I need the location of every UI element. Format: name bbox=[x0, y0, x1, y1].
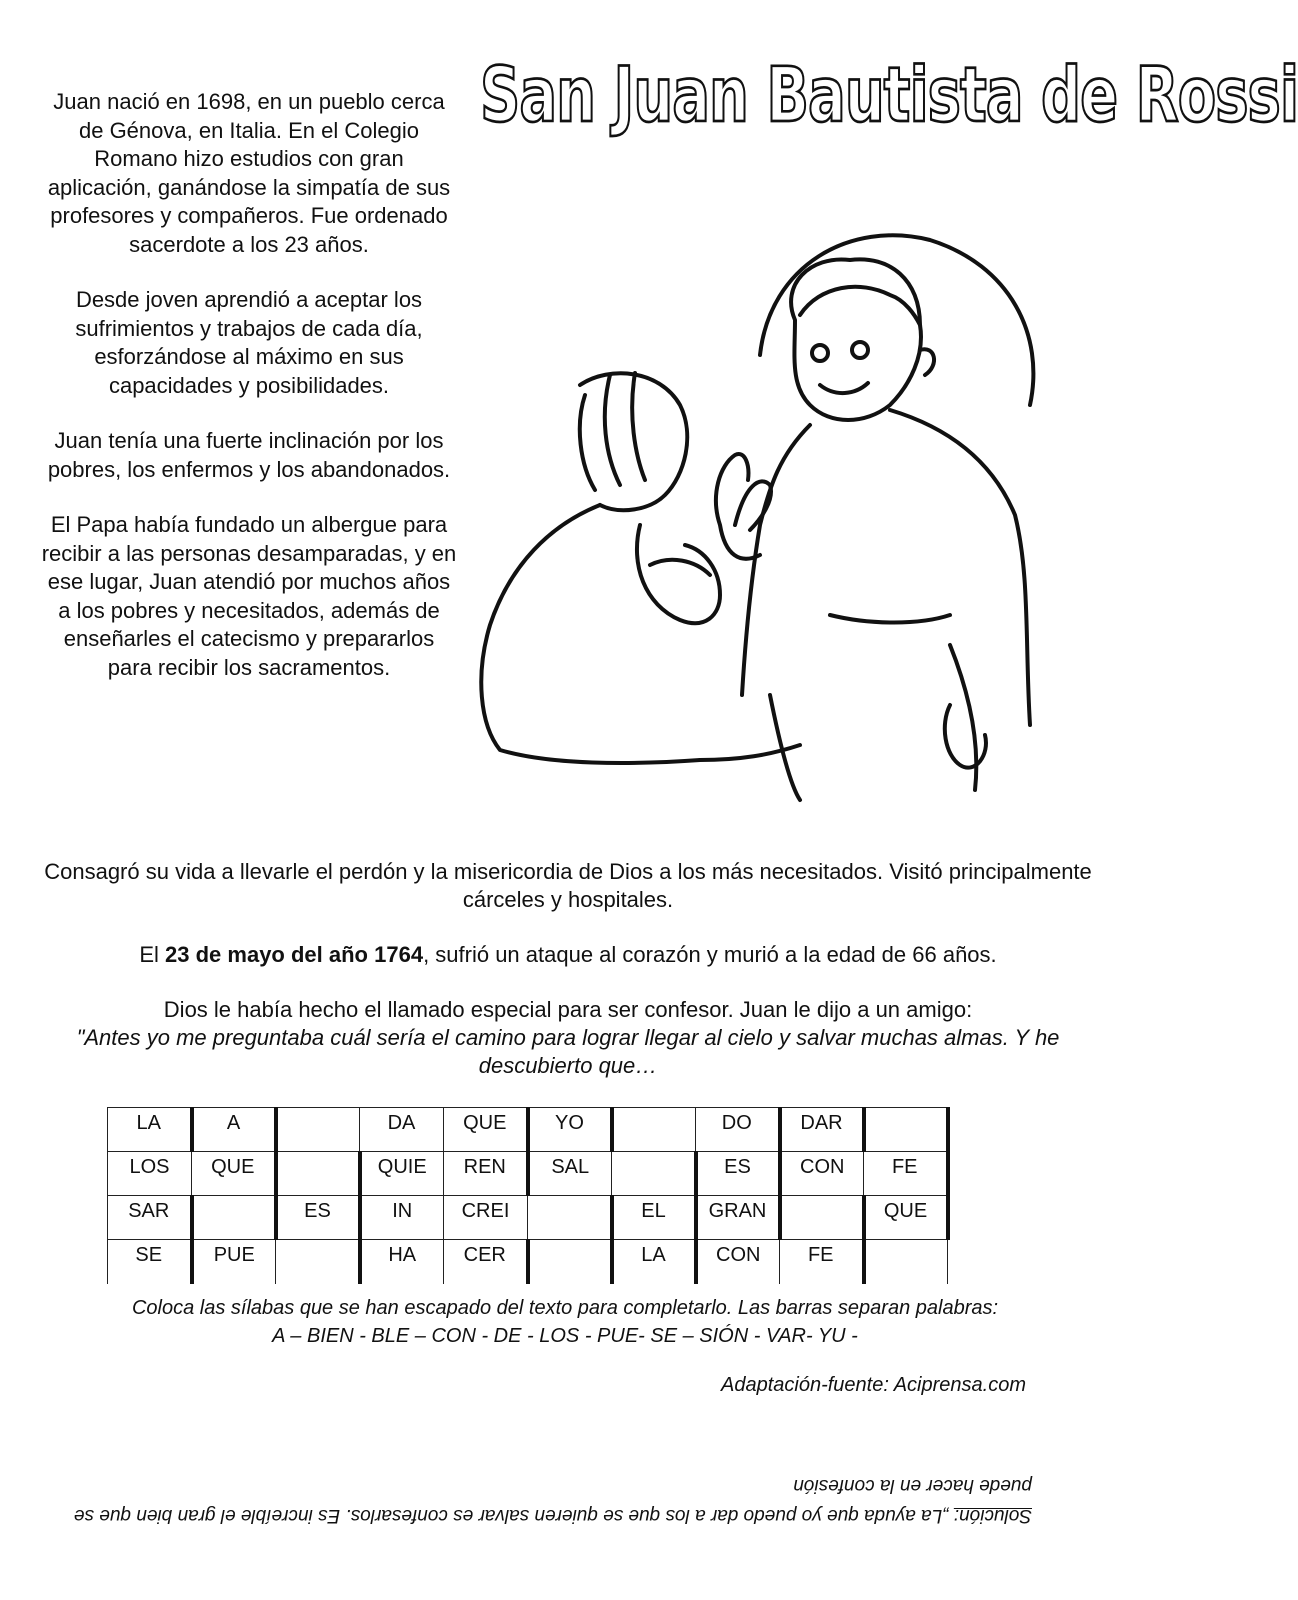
grid-cell[interactable] bbox=[528, 1196, 612, 1240]
solution-text: „La ayuda que yo puedo dar a los que se quieren salvar es confesarlos. Es increíble el gran bien que se puede hacer en la confesión bbox=[73, 1475, 1032, 1526]
syllable-list: A – BIEN - BLE – CON - DE - LOS - PUE- SE – SIÓN - VAR- YU - bbox=[272, 1325, 858, 1347]
grid-cell[interactable]: HA bbox=[360, 1240, 444, 1284]
grid-cell[interactable]: FE bbox=[780, 1240, 864, 1284]
grid-cell[interactable]: EL bbox=[612, 1196, 696, 1240]
grid-cell[interactable]: QUE bbox=[444, 1108, 528, 1152]
grid-cell[interactable]: QUE bbox=[864, 1196, 948, 1240]
grid-cell[interactable] bbox=[528, 1240, 612, 1284]
grid-cell[interactable]: DA bbox=[360, 1108, 444, 1152]
page-title: San Juan Bautista de Rossi bbox=[480, 52, 1298, 140]
grid-cell[interactable]: SAR bbox=[108, 1196, 192, 1240]
grid-cell[interactable]: QUIE bbox=[360, 1152, 444, 1196]
grid-cell[interactable]: CREI bbox=[444, 1196, 528, 1240]
grid-row bbox=[108, 1152, 948, 1196]
grid-cell[interactable]: REN bbox=[444, 1152, 528, 1196]
paragraph-poor: Juan tenía una fuerte inclinación por los pobres, los enfermos y los abandonados. bbox=[47, 428, 451, 482]
grid-row bbox=[108, 1196, 948, 1240]
main-text-block bbox=[40, 858, 1096, 1080]
death-text-post: , sufrió un ataque al corazón y murió a la edad de 66 años. bbox=[423, 942, 997, 967]
upside-down-solution bbox=[62, 1470, 1032, 1530]
grid-cell[interactable]: CER bbox=[444, 1240, 528, 1284]
saint-blessing-illustration bbox=[470, 225, 1070, 805]
instructions-text: Coloca las sílabas que se han escapado del texto para completarlo. Las barras separan palabras: bbox=[131, 1297, 999, 1319]
grid-cell[interactable]: YO bbox=[528, 1108, 612, 1152]
instructions bbox=[40, 1294, 1090, 1350]
grid-cell[interactable]: LOS bbox=[108, 1152, 192, 1196]
death-text-pre: El bbox=[139, 942, 166, 967]
paragraph-mission: Consagró su vida a llevarle el perdón y la misericordia de Dios a los más necesitados. Visitó principalmente cárceles y hospitales. bbox=[44, 859, 1092, 912]
grid-cell[interactable]: DAR bbox=[780, 1108, 864, 1152]
source-credit: Adaptación-fuente: Aciprensa.com bbox=[721, 1374, 1026, 1396]
grid-cell[interactable]: FE bbox=[864, 1152, 948, 1196]
grid-cell[interactable]: SE bbox=[108, 1240, 192, 1284]
grid-cell[interactable]: A bbox=[192, 1108, 276, 1152]
grid-cell[interactable]: IN bbox=[360, 1196, 444, 1240]
grid-cell[interactable] bbox=[276, 1240, 360, 1284]
paragraph-birth: Juan nació en 1698, en un pueblo cerca de Génova, en Italia. En el Colegio Romano hizo estudios con gran aplicación, ganándose la simpatía de sus profesores y compañeros. Fue ordenado sacerdote a los 23 años. bbox=[47, 89, 451, 257]
grid-cell[interactable]: QUE bbox=[192, 1152, 276, 1196]
syllable-grid bbox=[107, 1107, 950, 1284]
death-date: 23 de mayo del año 1764 bbox=[165, 942, 424, 967]
grid-cell[interactable]: GRAN bbox=[696, 1196, 780, 1240]
grid-cell[interactable] bbox=[276, 1152, 360, 1196]
grid-cell[interactable] bbox=[864, 1108, 948, 1152]
grid-cell[interactable]: DO bbox=[696, 1108, 780, 1152]
grid-cell[interactable]: SAL bbox=[528, 1152, 612, 1196]
solution-label: Solución: bbox=[953, 1505, 1032, 1526]
confessor-text: Dios le había hecho el llamado especial para ser confesor. Juan le dijo a un amigo: bbox=[163, 997, 973, 1022]
grid-cell[interactable]: ES bbox=[696, 1152, 780, 1196]
grid-cell[interactable] bbox=[612, 1152, 696, 1196]
grid-cell[interactable] bbox=[276, 1108, 360, 1152]
left-text-column bbox=[40, 88, 458, 709]
paragraph-youth: Desde joven aprendió a aceptar los sufrimientos y trabajos de cada día, esforzándose al máximo en sus capacidades y posibilidades. bbox=[75, 287, 423, 398]
grid-cell[interactable] bbox=[864, 1240, 948, 1284]
grid-cell[interactable]: CON bbox=[780, 1152, 864, 1196]
quote-text: "Antes yo me preguntaba cuál sería el camino para lograr llegar al cielo y salvar muchas almas. Y he descubierto que… bbox=[76, 1025, 1060, 1078]
grid-cell[interactable]: LA bbox=[612, 1240, 696, 1284]
grid-cell[interactable]: LA bbox=[108, 1108, 192, 1152]
grid-row bbox=[108, 1240, 948, 1284]
grid-cell[interactable]: ES bbox=[276, 1196, 360, 1240]
halo-icon bbox=[760, 235, 1033, 405]
paragraph-death bbox=[40, 941, 1096, 969]
paragraph-confessor bbox=[40, 996, 1096, 1080]
grid-cell[interactable] bbox=[612, 1108, 696, 1152]
grid-row bbox=[108, 1108, 948, 1152]
grid-cell[interactable]: PUE bbox=[192, 1240, 276, 1284]
paragraph-shelter: El Papa había fundado un albergue para recibir a las personas desamparadas, y en ese lugar, Juan atendió por muchos años a los pobres y necesitados, además de enseñarles el catecismo y prepararlos para recibir los sacramentos. bbox=[41, 512, 457, 680]
grid-cell[interactable] bbox=[192, 1196, 276, 1240]
grid-cell[interactable] bbox=[780, 1196, 864, 1240]
grid-cell[interactable]: CON bbox=[696, 1240, 780, 1284]
